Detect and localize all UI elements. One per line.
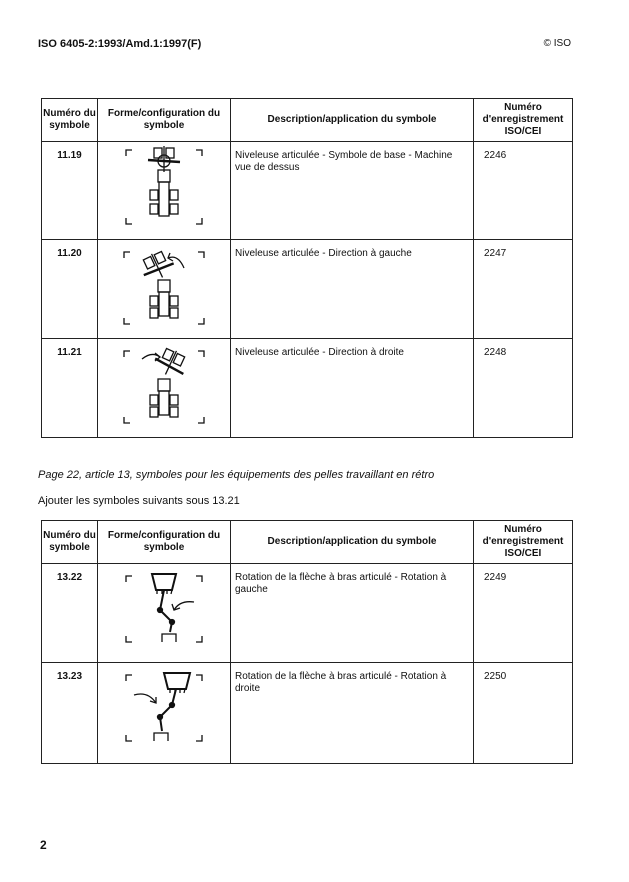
- registration-number: 2250: [474, 663, 573, 764]
- symbol-number: 13.22: [42, 564, 98, 663]
- page-number: 2: [40, 838, 47, 852]
- registration-number: 2246: [474, 142, 573, 240]
- symbol-number: 11.19: [42, 142, 98, 240]
- grader-top-view-icon: [114, 142, 214, 238]
- col-header-number: Numéro du symbole: [42, 99, 98, 142]
- col-header-shape: Forme/configuration du symbole: [98, 521, 231, 564]
- col-header-description: Description/application du symbole: [231, 521, 474, 564]
- table-row: [42, 339, 573, 438]
- symbol-number: 11.20: [42, 240, 98, 339]
- boom-rotate-right-icon: [114, 663, 214, 753]
- reference-note: Page 22, article 13, symboles pour les équipements des pelles travaillant en rétro: [38, 469, 435, 481]
- col-header-number: Numéro du symbole: [42, 521, 98, 564]
- document-reference: ISO 6405-2:1993/Amd.1:1997(F): [38, 38, 202, 50]
- symbols-table-2: [41, 520, 573, 764]
- symbol-shape-cell: [98, 142, 231, 240]
- col-header-registration: Numéro d'enregistrement ISO/CEI: [474, 521, 573, 564]
- symbol-shape-cell: [98, 240, 231, 339]
- registration-number: 2249: [474, 564, 573, 663]
- table-header-row: [42, 99, 573, 142]
- instruction-note: Ajouter les symboles suivants sous 13.21: [38, 495, 240, 507]
- col-header-shape: Forme/configuration du symbole: [98, 99, 231, 142]
- table-row: [42, 564, 573, 663]
- symbol-number: 13.23: [42, 663, 98, 764]
- col-header-registration: Numéro d'enregistrement ISO/CEI: [474, 99, 573, 142]
- symbol-description: Rotation de la flèche à bras articulé - Rotation à gauche: [231, 564, 474, 663]
- symbol-number: 11.21: [42, 339, 98, 438]
- symbol-description: Niveleuse articulée - Direction à gauche: [231, 240, 474, 339]
- symbol-shape-cell: [98, 663, 231, 764]
- table-row: [42, 142, 573, 240]
- symbol-description: Niveleuse articulée - Direction à droite: [231, 339, 474, 438]
- symbols-table-1: [41, 98, 573, 438]
- registration-number: 2247: [474, 240, 573, 339]
- boom-rotate-left-icon: [114, 564, 214, 654]
- symbol-description: Rotation de la flèche à bras articulé - Rotation à droite: [231, 663, 474, 764]
- table-header-row: [42, 521, 573, 564]
- table-row: [42, 663, 573, 764]
- table-row: [42, 240, 573, 339]
- symbol-shape-cell: [98, 564, 231, 663]
- col-header-description: Description/application du symbole: [231, 99, 474, 142]
- symbol-shape-cell: [98, 339, 231, 438]
- symbol-description: Niveleuse articulée - Symbole de base - Machine vue de dessus: [231, 142, 474, 240]
- grader-steer-right-icon: [114, 339, 214, 429]
- registration-number: 2248: [474, 339, 573, 438]
- copyright-mark: © ISO: [543, 38, 571, 49]
- grader-steer-left-icon: [114, 240, 214, 330]
